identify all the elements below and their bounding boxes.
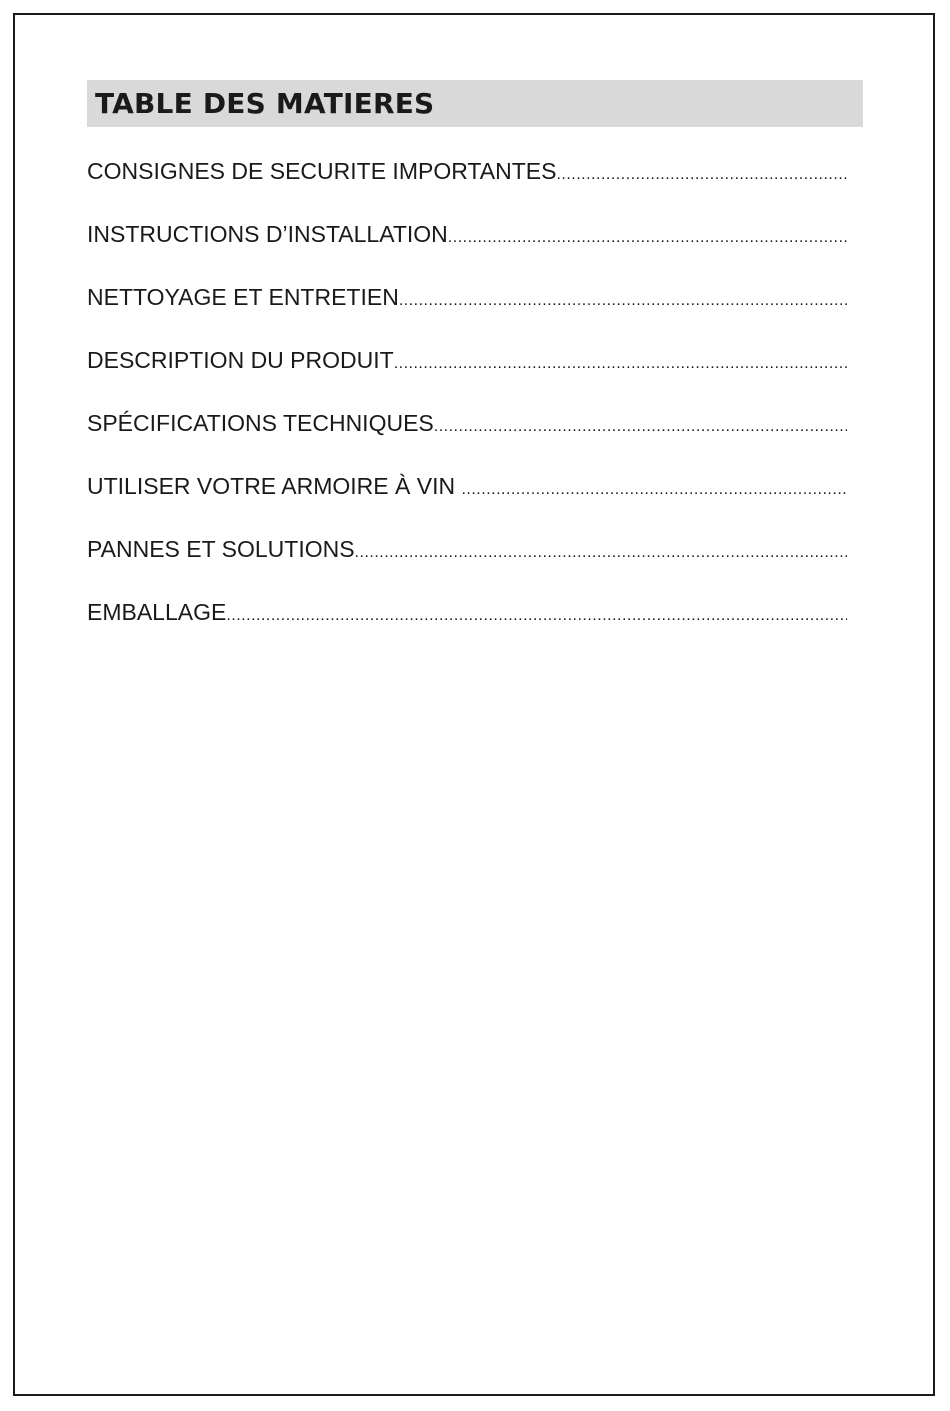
toc-entry-safety[interactable] <box>87 158 847 221</box>
toc-dot-leader <box>226 607 847 625</box>
toc-dot-leader <box>394 355 847 373</box>
toc-entry-troubleshooting[interactable] <box>87 536 847 599</box>
toc-dot-leader <box>461 481 847 499</box>
toc-entry-cleaning[interactable] <box>87 284 847 347</box>
toc-dot-leader <box>556 166 847 184</box>
toc-entry-label: EMBALLAGE <box>87 599 227 625</box>
toc-entry-label: CONSIGNES DE SECURITE IMPORTANTES <box>87 158 557 184</box>
toc-entry-label: UTILISER VOTRE ARMOIRE À VIN <box>87 473 462 499</box>
toc-entry-label: PANNES ET SOLUTIONS <box>87 536 355 562</box>
toc-entry-label: NETTOYAGE ET ENTRETIEN <box>87 284 399 310</box>
toc-entry-specifications[interactable] <box>87 410 847 473</box>
toc-entry-label: DESCRIPTION DU PRODUIT <box>87 347 394 373</box>
toc-list <box>87 158 847 662</box>
toc-entry-packaging[interactable] <box>87 599 847 662</box>
toc-entry-description[interactable] <box>87 347 847 410</box>
toc-entry-label: INSTRUCTIONS D’INSTALLATION <box>87 221 448 247</box>
toc-entry-installation[interactable] <box>87 221 847 284</box>
toc-dot-leader <box>434 418 847 436</box>
toc-dot-leader <box>399 292 847 310</box>
toc-heading: TABLE DES MATIERES <box>87 80 863 127</box>
toc-dot-leader <box>448 229 847 247</box>
toc-entry-label: SPÉCIFICATIONS TECHNIQUES <box>87 410 434 436</box>
toc-entry-usage[interactable] <box>87 473 847 536</box>
toc-dot-leader <box>355 544 847 562</box>
